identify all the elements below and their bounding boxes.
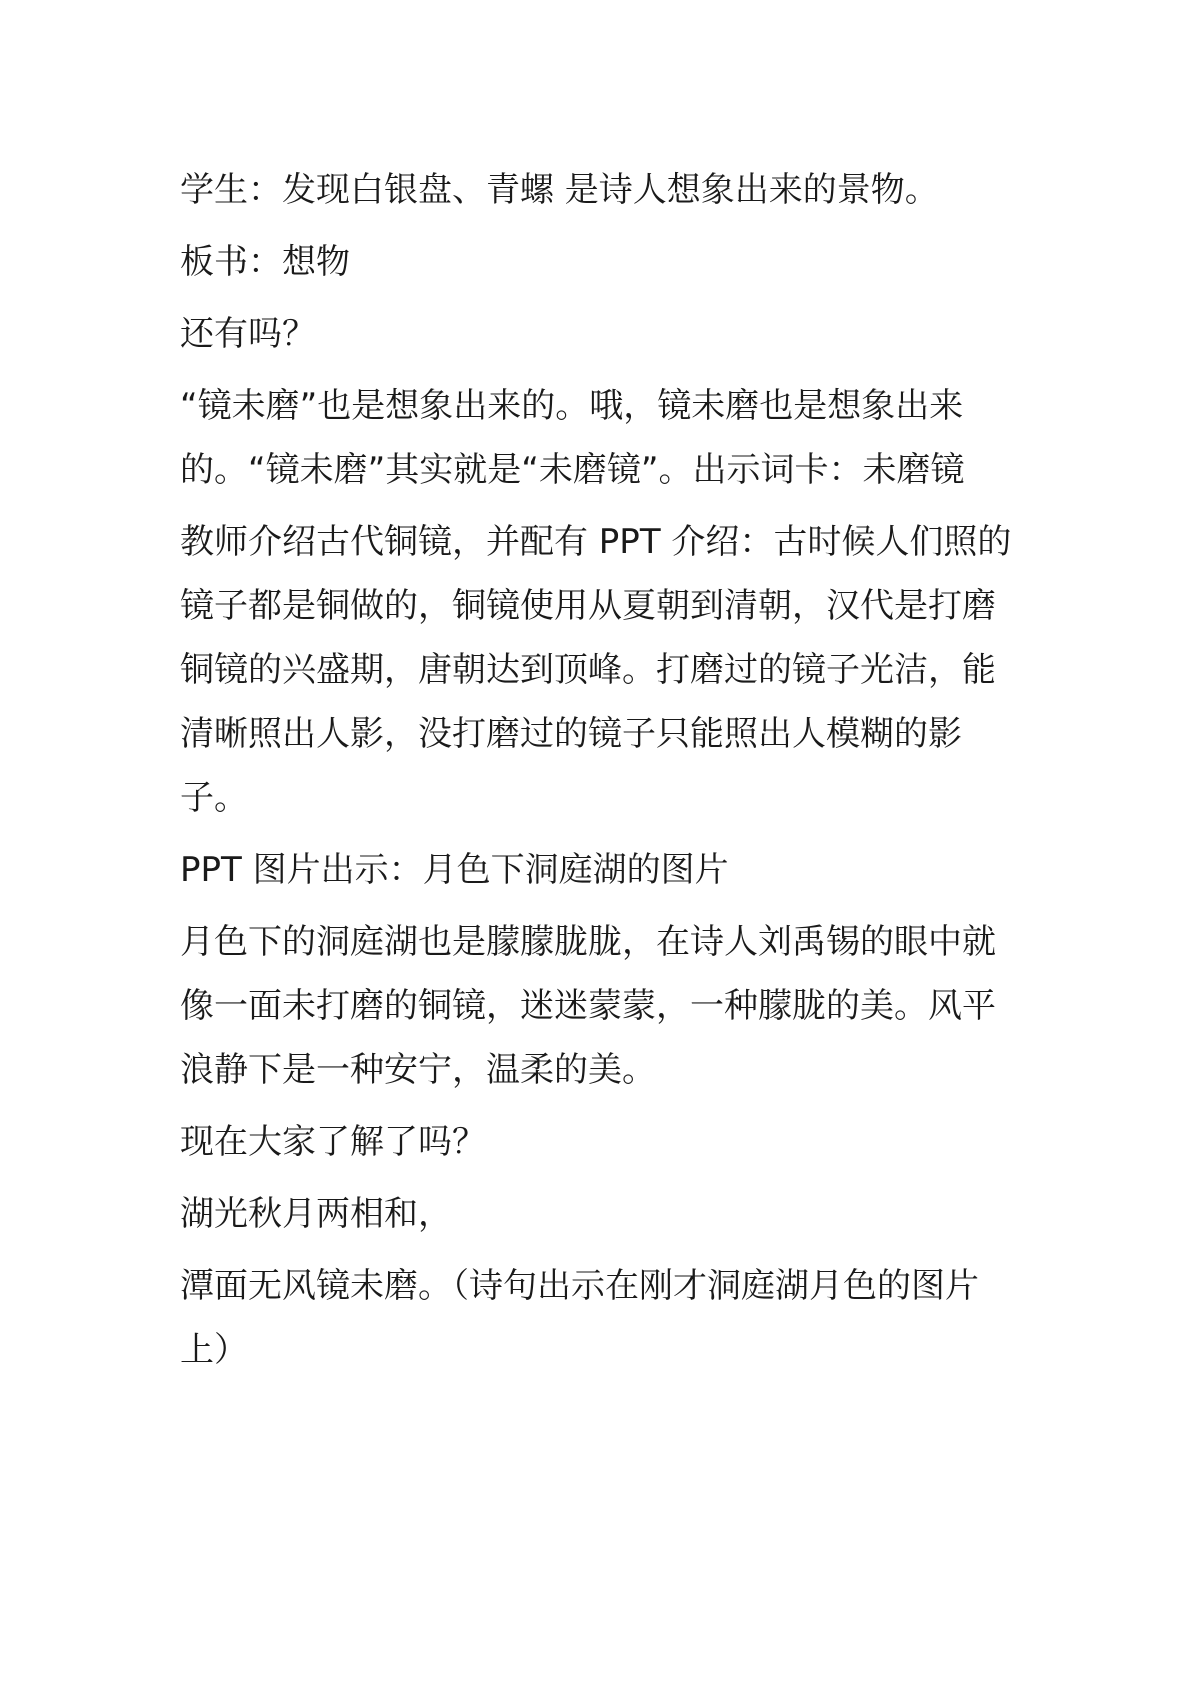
paragraph-question: 还有吗？ xyxy=(180,314,316,354)
paragraph-bronze-mirror-intro: 教师介绍古代铜镜，并配有 PPT 介绍：古时候人们照的镜子都是铜做的，铜镜使用从夏朝到清朝，汉代是打磨铜镜的兴盛期，唐朝达到顶峰。打磨过的镜子光洁，能清晰照出人影，没打磨过的镜子只能照出人模糊的影子。 xyxy=(180,522,1012,818)
paragraph-poem-line-1: 湖光秋月两相和， xyxy=(180,1194,452,1234)
document-body xyxy=(180,158,1020,1390)
paragraph-blackboard-note: 板书：想物 xyxy=(180,242,350,282)
paragraph-check-understanding: 现在大家了解了吗？ xyxy=(180,1122,486,1162)
paragraph-student-answer: 学生：发现白银盘、青螺 是诗人想象出来的景物。 xyxy=(180,170,939,210)
paragraph-ppt-image: PPT 图片出示：月色下洞庭湖的图片 xyxy=(180,850,729,890)
paragraph-dongting-description: 月色下的洞庭湖也是朦朦胧胧，在诗人刘禹锡的眼中就像一面未打磨的铜镜，迷迷蒙蒙，一种朦胧的美。风平浪静下是一种安宁，温柔的美。 xyxy=(180,922,996,1090)
paragraph-poem-line-2: 潭面无风镜未磨。（诗句出示在刚才洞庭湖月色的图片上） xyxy=(180,1266,979,1370)
paragraph-mirror-explanation: “镜未磨”也是想象出来的。哦，镜未磨也是想象出来的。“镜未磨”其实就是“未磨镜”。出示词卡：未磨镜 xyxy=(180,386,965,490)
